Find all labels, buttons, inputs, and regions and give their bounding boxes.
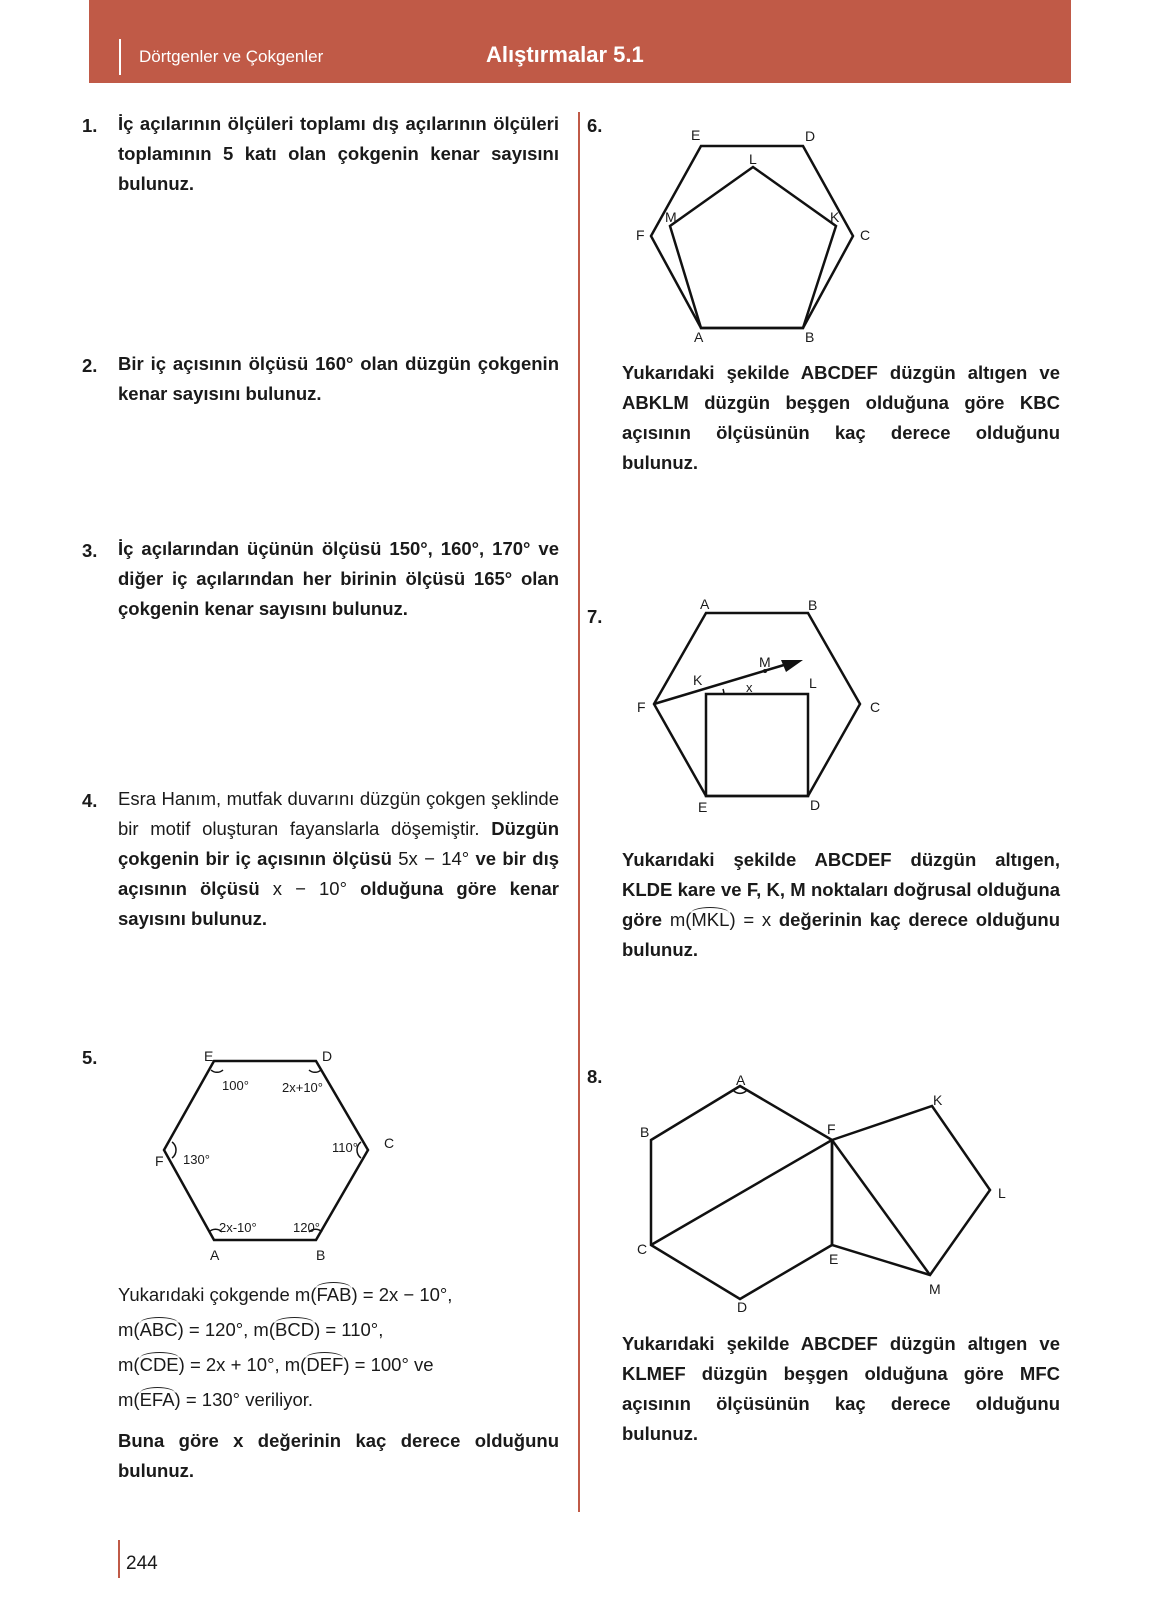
q5-label-b: B <box>316 1247 326 1263</box>
q5-number: 5. <box>82 1047 98 1068</box>
q7-text1: Yukarıdaki şekilde ABCDEF düzgün altıgen, KLDE kare ve F, K, M noktaları doğrusal olduğuna göre <box>622 849 1060 930</box>
q6-text: Yukarıdaki şekilde ABCDEF düzgün altıgen ve ABKLM düzgün beşgen olduğuna göre KBC açısının ölçüsünün kaç derece olduğunu bulunuz. <box>622 362 1060 473</box>
q8-label-c: C <box>637 1241 648 1257</box>
q5-label-c: C <box>384 1135 395 1151</box>
q5-arc-efa: EFA <box>139 1389 175 1410</box>
q5-question: Buna göre x değerinin kaç derece olduğunu bulunuz. <box>118 1430 559 1481</box>
chapter-title: Dörtgenler ve Çokgenler <box>139 47 324 66</box>
q8-label-l: L <box>998 1185 1006 1201</box>
q6-label-l: L <box>749 151 757 167</box>
q5-m6: m( <box>118 1389 140 1410</box>
q5-arc-bcd: BCD <box>275 1319 315 1340</box>
q5-intro: Yukarıdaki çokgende <box>118 1284 290 1305</box>
q5-m5: m( <box>284 1354 307 1375</box>
q6-label-f: F <box>636 227 645 243</box>
q7-arc-mkl: MKL <box>691 909 730 930</box>
q5-val6: ) = 130° <box>174 1389 241 1410</box>
q7-label-b: B <box>808 597 818 613</box>
q5-val3: ) = 110°, <box>314 1319 384 1340</box>
page-number: 244 <box>126 1553 158 1574</box>
q7-label-d: D <box>810 797 821 813</box>
q7-label-m: M <box>759 654 771 670</box>
q3-number: 3. <box>82 540 98 561</box>
q5-val4: ) = 2x + 10°, <box>178 1354 280 1375</box>
q7-m: m( <box>669 909 692 930</box>
q4-expr1: 5x − 14° <box>398 848 470 869</box>
q4-part3: olduğuna göre kenar sayısını bulunuz. <box>118 878 559 929</box>
q6-label-m: M <box>665 209 677 225</box>
q6-label-d: D <box>805 128 816 144</box>
q2-number: 2. <box>82 355 98 376</box>
q6-label-k: K <box>830 209 840 225</box>
q5-arc-fab: FAB <box>316 1284 352 1305</box>
q7-label-f: F <box>637 699 646 715</box>
q5-val1: ) = 2x − 10°, <box>351 1284 453 1305</box>
q8-label-m: M <box>929 1281 941 1297</box>
q1-text: İç açılarının ölçüleri toplamı dış açılarının ölçüleri toplamının 5 katı olan çokgenin kenar sayısını bulunuz. <box>118 113 559 194</box>
q7-number: 7. <box>587 606 603 627</box>
q5-angle-d: 2x+10° <box>282 1080 323 1095</box>
q7-label-a: A <box>700 596 710 612</box>
q4-number: 4. <box>82 790 98 811</box>
q5-given-word: veriliyor. <box>245 1389 314 1410</box>
q8-number: 8. <box>587 1066 603 1087</box>
q5-angle-b: 120° <box>293 1220 320 1235</box>
q6-label-c: C <box>860 227 871 243</box>
q5-angle-e: 100° <box>222 1078 249 1093</box>
q7-label-c: C <box>870 699 881 715</box>
q8-text: Yukarıdaki şekilde ABCDEF düzgün altıgen ve KLMEF düzgün beşgen olduğuna göre MFC açısının ölçüsünün kaç derece olduğunu bulunuz. <box>622 1333 1060 1444</box>
q7-text2: değerinin kaç derece olduğunu bulunuz. <box>622 909 1060 960</box>
q5-m3: m( <box>253 1319 275 1340</box>
q5-m2: m( <box>118 1319 140 1340</box>
q8-label-a: A <box>736 1072 746 1088</box>
q8-label-e: E <box>829 1251 839 1267</box>
q7-label-k: K <box>693 672 703 688</box>
q5-arc-def: DEF <box>306 1354 344 1375</box>
q5-angle-a: 2x-10° <box>219 1220 257 1235</box>
q5-label-d: D <box>322 1048 333 1064</box>
section-title: Alıştırmalar 5.1 <box>486 42 644 67</box>
q4-expr2: x − 10° <box>272 878 347 899</box>
q6-label-b: B <box>805 329 815 345</box>
page-number-bar <box>118 1540 120 1578</box>
q5-angle-f: 130° <box>183 1152 210 1167</box>
q5-val5: ) = 100° <box>343 1354 409 1375</box>
q8-label-b: B <box>640 1124 650 1140</box>
q7-label-l: L <box>809 675 817 691</box>
q5-arc-abc: ABC <box>139 1319 178 1340</box>
q6-label-e: E <box>691 127 701 143</box>
q5-and: ve <box>414 1354 434 1375</box>
q5-m1: m( <box>294 1284 317 1305</box>
q4-part2: ve bir dış açısının ölçüsü <box>118 848 560 899</box>
q8-label-k: K <box>933 1092 943 1108</box>
q8-label-f: F <box>827 1121 836 1137</box>
q4-intro: Esra Hanım, mutfak duvarını düzgün çokgen şeklinde bir motif oluşturan fayanslarla döşemiştir. <box>118 788 559 839</box>
q6-number: 6. <box>587 115 603 136</box>
q7-label-x: x <box>746 680 753 695</box>
q3-text: İç açılarından üçünün ölçüsü 150°, 160°, 170° ve diğer iç açılarından her birinin ölçüsü 165° olan çokgenin kenar sayısını bulunuz. <box>118 538 559 619</box>
q5-label-f: F <box>155 1153 164 1169</box>
q5-label-a: A <box>210 1247 220 1263</box>
q5-val2: ) = 120°, <box>177 1319 249 1340</box>
q1-number: 1. <box>82 115 98 136</box>
q6-label-a: A <box>694 329 704 345</box>
q5-angle-c: 110° <box>332 1140 358 1155</box>
q5-label-e: E <box>204 1048 214 1064</box>
q5-arc-cde: CDE <box>139 1354 179 1375</box>
q4-part1: Düzgün çokgenin bir iç açısının ölçüsü <box>118 818 560 869</box>
q8-label-d: D <box>737 1299 748 1315</box>
q5-m4: m( <box>118 1354 140 1375</box>
q7-label-e: E <box>698 799 708 815</box>
q2-text: Bir iç açısının ölçüsü 160° olan düzgün çokgenin kenar sayısını bulunuz. <box>118 353 559 404</box>
q7-eq: ) = x <box>729 909 772 930</box>
